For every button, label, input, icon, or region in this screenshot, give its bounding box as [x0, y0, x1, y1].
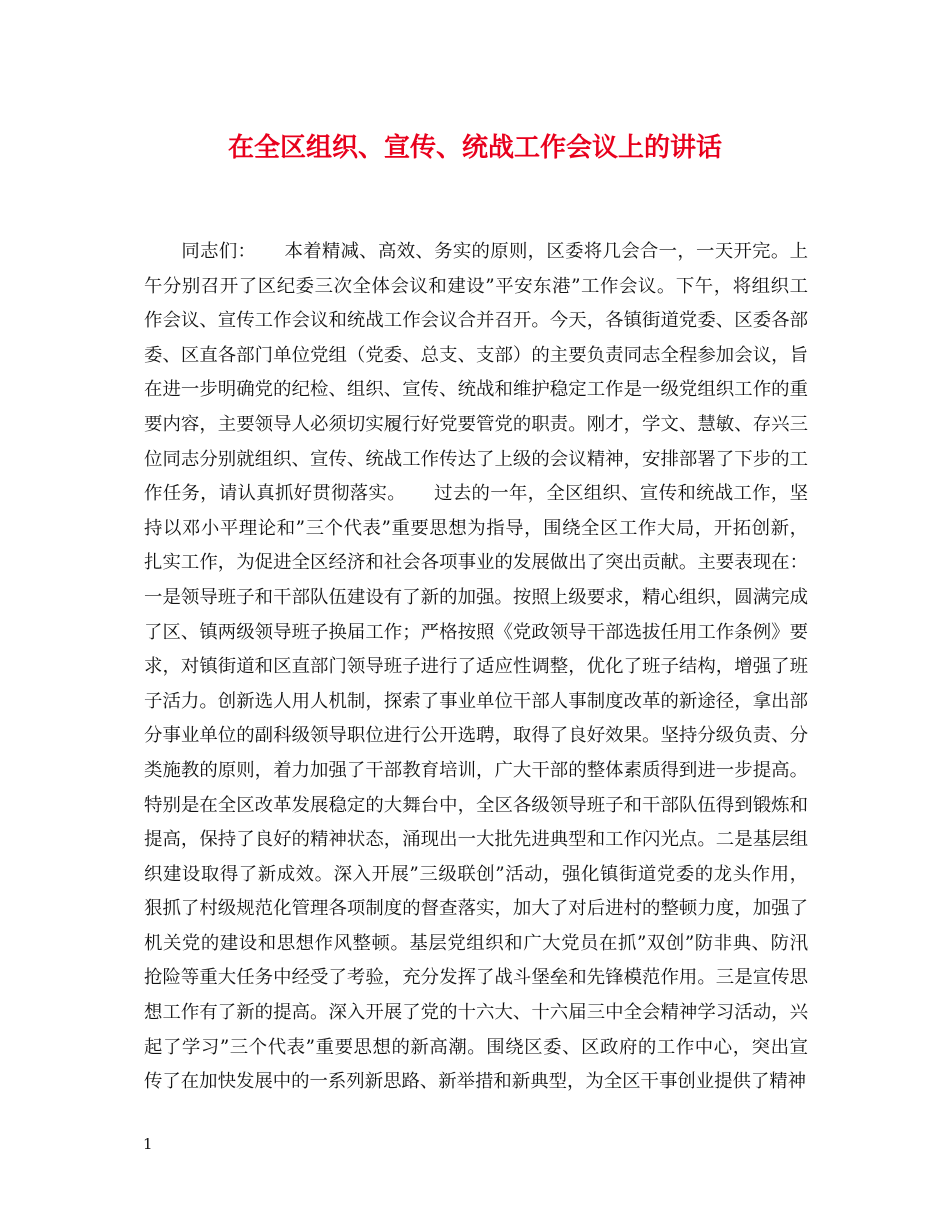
body-line: 作任务，请认真抓好贯彻落实。 过去的一年，全区组织、宣传和统战工作，坚	[144, 483, 808, 505]
body-line: 了区、镇两级领导班子换届工作；严格按照《党政领导干部选拔任用工作条例》要	[144, 621, 808, 643]
page-number: 1	[143, 1135, 153, 1153]
body-line: 委、区直各部门单位党组（党委、总支、支部）的主要负责同志全程参加会议，旨	[144, 344, 808, 366]
body-line: 在进一步明确党的纪检、组织、宣传、统战和维护稳定工作是一级党组织工作的重	[144, 379, 808, 401]
body-line: 提高，保持了良好的精神状态，涌现出一大批先进典型和工作闪光点。二是基层组	[144, 829, 808, 851]
body-line: 抢险等重大任务中经受了考验，充分发挥了战斗堡垒和先锋模范作用。三是宣传思	[144, 967, 808, 989]
document-title: 在全区组织、宣传、统战工作会议上的讲话	[227, 133, 722, 163]
document-body	[144, 235, 808, 1100]
body-line: 分事业单位的副科级领导职位进行公开选聘，取得了良好效果。坚持分级负责、分	[144, 725, 808, 747]
body-line: 类施教的原则，着力加强了干部教育培训，广大干部的整体素质得到进一步提高。	[144, 759, 808, 781]
body-line: 特别是在全区改革发展稳定的大舞台中，全区各级领导班子和干部队伍得到锻炼和	[144, 794, 808, 816]
body-line: 同志们： 本着精减、高效、务实的原则，区委将几会合一，一天开完。上	[144, 241, 808, 262]
body-line: 起了学习”三个代表”重要思想的新高潮。围绕区委、区政府的工作中心，突出宣	[144, 1036, 808, 1058]
body-line: 要内容，主要领导人必须切实履行好党要管党的职责。刚才，学文、慧敏、存兴三	[144, 413, 808, 435]
body-line: 一是领导班子和干部队伍建设有了新的加强。按照上级要求，精心组织，圆满完成	[144, 586, 808, 608]
body-line: 午分别召开了区纪委三次全体会议和建设”平安东港”工作会议。下午，将组织工	[144, 275, 808, 297]
body-line: 子活力。创新选人用人机制，探索了事业单位干部人事制度改革的新途径，拿出部	[144, 690, 808, 712]
body-line: 求，对镇街道和区直部门领导班子进行了适应性调整，优化了班子结构，增强了班	[144, 656, 808, 678]
body-line: 传了在加快发展中的一系列新思路、新举措和新典型，为全区干事创业提供了精神	[144, 1071, 807, 1093]
body-line: 作会议、宣传工作会议和统战工作会议合并召开。今天，各镇街道党委、区委各部	[144, 310, 808, 332]
body-line: 位同志分别就组织、宣传、统战工作传达了上级的会议精神，安排部署了下步的工	[144, 448, 808, 470]
body-line: 持以邓小平理论和”三个代表”重要思想为指导，围绕全区工作大局，开拓创新，	[144, 517, 808, 539]
body-line: 织建设取得了新成效。深入开展”三级联创”活动，强化镇街道党委的龙头作用，	[144, 863, 808, 885]
body-line: 狠抓了村级规范化管理各项制度的督查落实，加大了对后进村的整顿力度，加强了	[144, 898, 808, 920]
body-line: 想工作有了新的提高。深入开展了党的十六大、十六届三中全会精神学习活动，兴	[144, 1002, 808, 1024]
body-line: 机关党的建设和思想作风整顿。基层党组织和广大党员在抓”双创”防非典、防汛	[144, 932, 808, 954]
body-line: 扎实工作，为促进全区经济和社会各项事业的发展做出了突出贡献。主要表现在：	[144, 552, 808, 574]
